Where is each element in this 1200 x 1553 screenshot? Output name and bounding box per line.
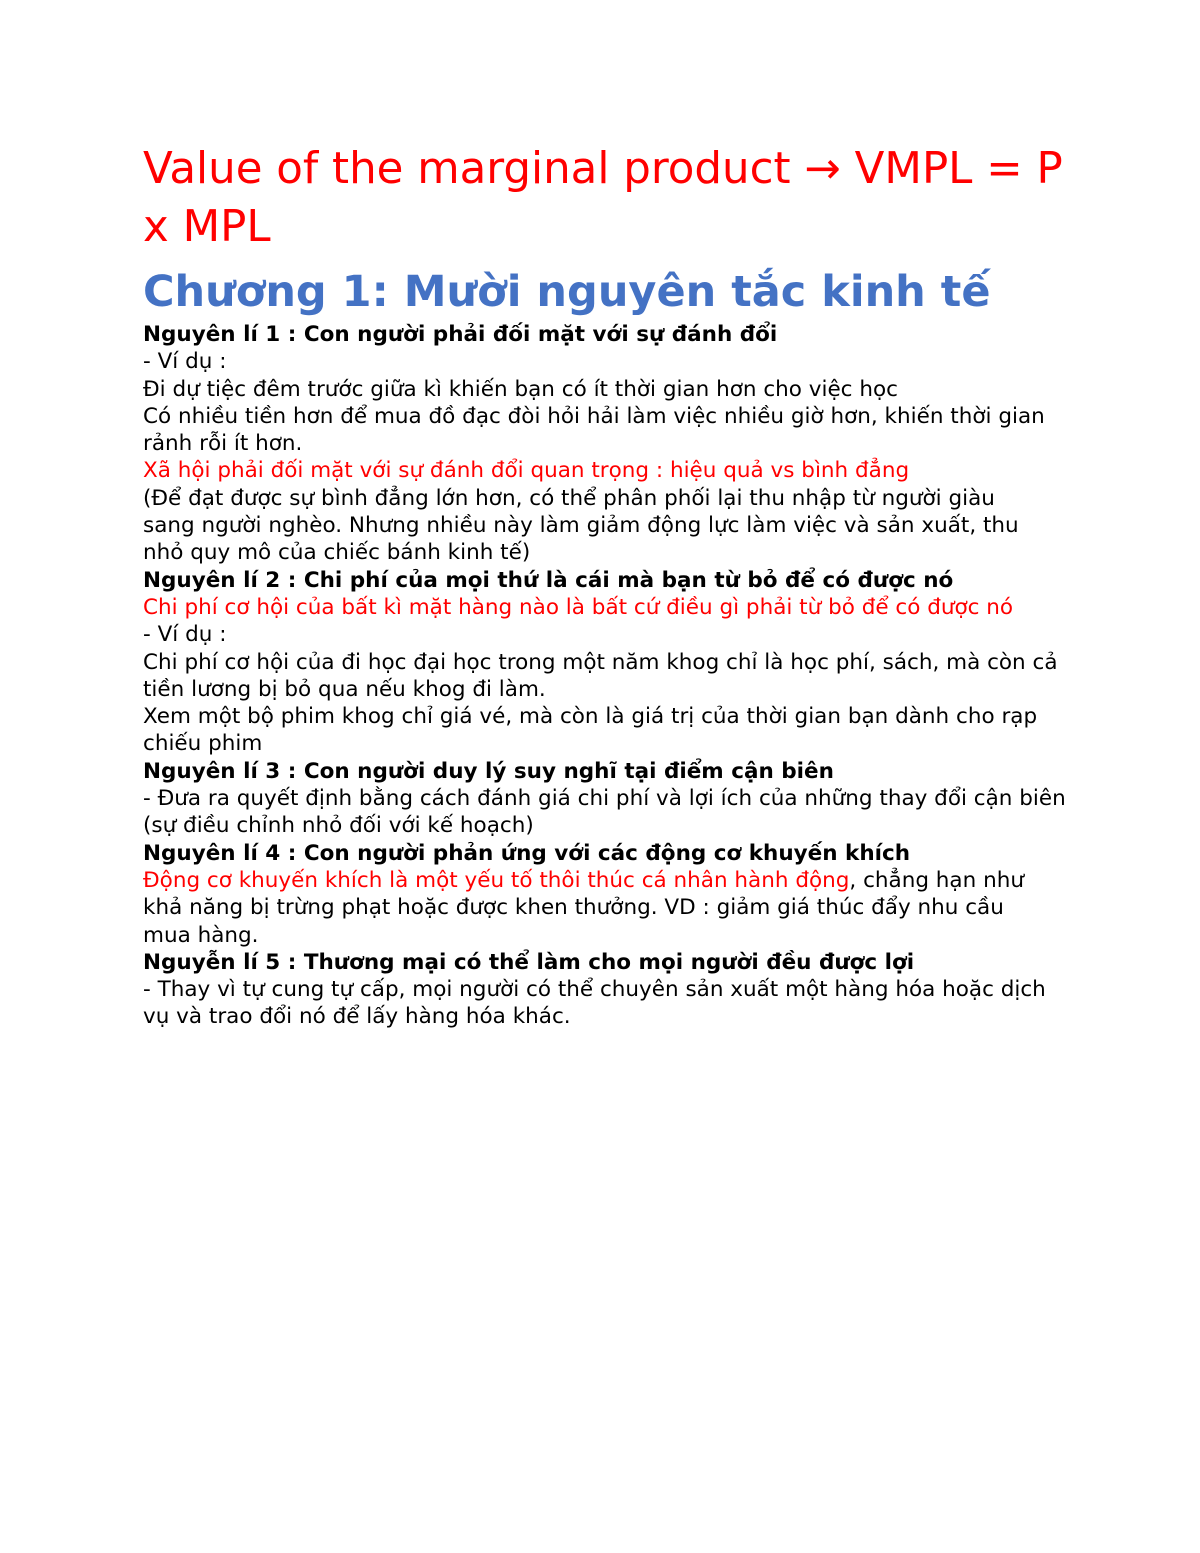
principle-1-example-1: Đi dự tiệc đêm trước giữa kì khiến bạn có ít thời gian hơn cho việc học <box>143 376 898 402</box>
principle-2-example-2b: chiếu phim <box>143 731 263 757</box>
principle-1-note-b: sang người nghèo. Nhưng nhiều này làm giảm động lực làm việc và sản xuất, thu <box>143 513 1019 539</box>
principle-3-text-b: (sự điều chỉnh nhỏ đối với kế hoạch) <box>143 813 534 839</box>
principle-5-text-a: - Thay vì tự cung tự cấp, mọi người có thể chuyên sản xuất một hàng hóa hoặc dịch <box>143 977 1046 1003</box>
principle-2-example-label: - Ví dụ : <box>143 622 227 648</box>
principle-2-example-1a: Chi phí cơ hội của đi học đại học trong một năm khog chỉ là học phí, sách, mà còn cả <box>143 649 1058 675</box>
principle-1-example-2a: Có nhiều tiền hơn để mua đồ đạc đòi hỏi hải làm việc nhiều giờ hơn, khiến thời gian <box>143 403 1045 429</box>
principle-4-text-a <box>143 867 1070 894</box>
principle-1-example-label: - Ví dụ : <box>143 349 227 375</box>
principle-3-heading: Nguyên lí 3 : Con người duy lý suy nghĩ tại điểm cận biên <box>143 758 834 784</box>
principle-2-example-2a: Xem một bộ phim khog chỉ giá vé, mà còn là giá trị của thời gian bạn dành cho rạp <box>143 704 1038 730</box>
principle-4-highlight: Động cơ khuyến khích là một yếu tố thôi thúc cá nhân hành động <box>143 867 850 893</box>
principle-2-highlight: Chi phí cơ hội của bất kì mặt hàng nào là bất cứ điều gì phải từ bỏ để có được nó <box>143 594 1014 620</box>
document-title: Value of the marginal product → VMPL = P x MPL <box>143 144 1063 252</box>
document-body <box>143 321 1070 1031</box>
principle-4-text-c: mua hàng. <box>143 922 259 948</box>
principle-4-heading: Nguyên lí 4 : Con người phản ứng với các động cơ khuyến khích <box>143 840 911 866</box>
principle-3-text-a: - Đưa ra quyết định bằng cách đánh giá chi phí và lợi ích của những thay đổi cận biên <box>143 786 1066 812</box>
principle-1-example-2b: rảnh rỗi ít hơn. <box>143 431 303 457</box>
principle-1-highlight: Xã hội phải đối mặt với sự đánh đổi quan trọng : hiệu quả vs bình đẳng <box>143 458 910 484</box>
principle-1-note-c: nhỏ quy mô của chiếc bánh kinh tế) <box>143 540 531 566</box>
principle-1-note-a: (Để đạt được sự bình đẳng lớn hơn, có thể phân phối lại thu nhập từ người giàu <box>143 485 995 511</box>
principle-2-example-1b: tiền lương bị bỏ qua nếu khog đi làm. <box>143 676 546 702</box>
principle-1-heading: Nguyên lí 1 : Con người phải đối mặt với sự đánh đổi <box>143 322 778 347</box>
principle-5-text-b: vụ và trao đổi nó để lấy hàng hóa khác. <box>143 1004 571 1030</box>
principle-4-text-b: khả năng bị trừng phạt hoặc được khen thưởng. VD : giảm giá thúc đẩy nhu cầu <box>143 895 1004 921</box>
principle-2-heading: Nguyên lí 2 : Chi phí của mọi thứ là cái mà bạn từ bỏ để có được nó <box>143 567 954 593</box>
principle-4-text-after-highlight: , chẳng hạn như <box>849 867 1024 893</box>
principle-5-heading: Nguyễn lí 5 : Thương mại có thể làm cho mọi người đều được lợi <box>143 949 915 975</box>
chapter-heading: Chương 1: Mười nguyên tắc kinh tế <box>143 267 991 317</box>
